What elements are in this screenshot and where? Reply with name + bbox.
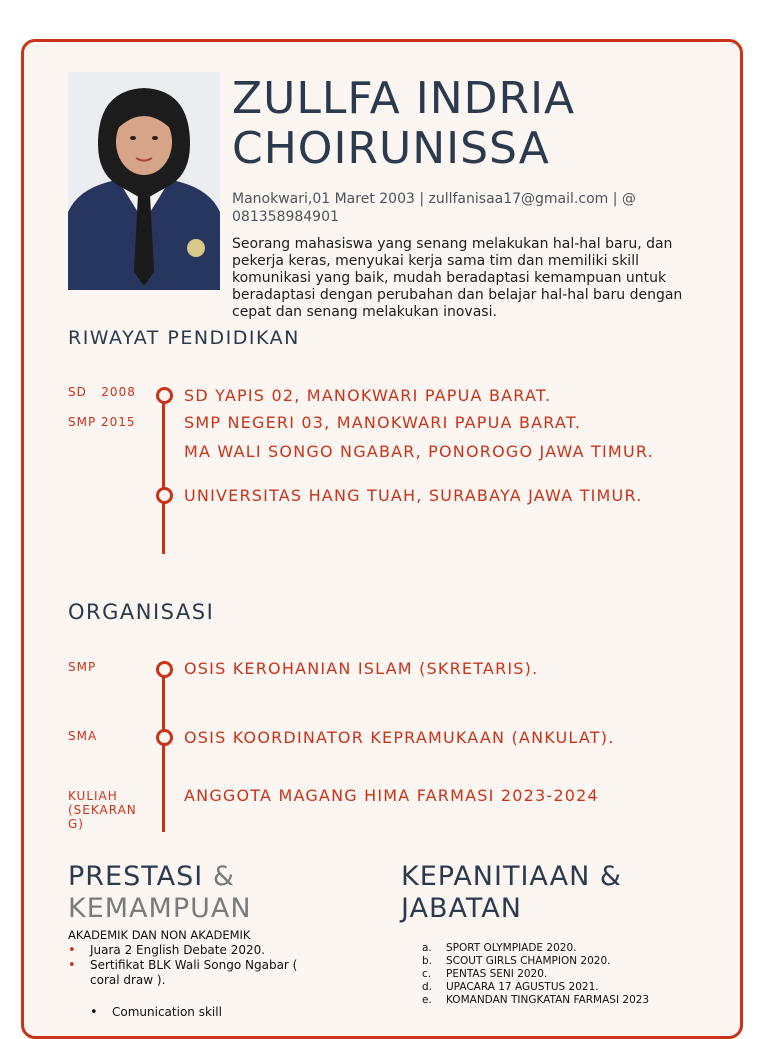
skill-text: Comunication skill [112,1005,222,1019]
committee-title-line-1: KEPANITIAAN & [401,861,622,892]
list-marker: a. [422,942,432,954]
bullet-icon: • [90,1005,98,1020]
organization-entry: OSIS KOORDINATOR KEPRAMUKAAN (ANKULAT). [184,728,615,747]
committee-text: SPORT OLYMPIADE 2020. [446,942,577,954]
timeline-dot [156,661,173,678]
list-marker: b. [422,955,433,967]
profile-photo [68,72,220,290]
education-entry: MA WALI SONGO NGABAR, PONOROGO JAWA TIMUR. [184,442,654,461]
achievement-text: Juara 2 English Debate 2020. [90,943,266,957]
list-item [422,981,742,994]
committee-text: KOMANDAN TINGKATAN FARMASI 2023 [446,994,650,1006]
organization-label: KULIAH (SEKARAN G) [68,789,142,831]
name-line-2: CHOIRUNISSA [232,123,550,174]
committee-text: SCOUT GIRLS CHAMPION 2020. [446,955,611,967]
list-item [422,968,742,981]
bullet-icon: • [68,958,76,973]
skills-list [90,1005,310,1020]
full-name [232,74,732,174]
list-item [422,942,742,955]
organization-label: SMA [68,729,98,743]
education-label-sd: SD 2008 [68,385,136,399]
organization-entry: OSIS KEROHANIAN ISLAM (SKRETARIS). [184,659,539,678]
list-item [90,1005,310,1020]
organization-entry: ANGGOTA MAGANG HIMA FARMASI 2023-2024 [184,786,599,805]
list-item [422,994,742,1007]
committee-list [422,942,742,1007]
organization-label: SMP [68,660,97,674]
list-item [68,958,318,988]
timeline-dot [156,387,173,404]
committee-title-line-2: JABATAN [401,893,522,924]
achievements-title-prestasi: PRESTASI [68,861,204,892]
committee-text: UPACARA 17 AGUSTUS 2021. [446,981,599,993]
achievements-title-ampersand: & [212,861,235,892]
achievements-subtitle: AKADEMIK DAN NON AKADEMIK [68,928,251,942]
organization-timeline-line [162,664,165,832]
achievements-title-kemampuan: KEMAMPUAN [68,893,252,924]
education-timeline-line [162,392,165,554]
profile-summary: Seorang mahasiswa yang senang melakukan hal-hal baru, dan pekerja keras, menyukai kerja sama tim dan memiliki skill komunikasi yang baik, mudah beradaptasi kemampuan untuk beradaptasi dengan perubahan dan belajar hal-hal baru dengan cepat dan senang melakukan inovasi. [232,236,683,320]
organization-title: ORGANISASI [68,600,215,624]
education-entry: UNIVERSITAS HANG TUAH, SURABAYA JAWA TIMUR. [184,486,643,505]
achievements-title [68,861,252,925]
list-marker: d. [422,981,433,993]
achievements-list [68,943,318,988]
list-item [422,955,742,968]
committee-title [401,861,622,925]
education-entry: SMP NEGERI 03, MANOKWARI PAPUA BARAT. [184,413,582,432]
timeline-dot [156,487,173,504]
list-marker: e. [422,994,432,1006]
education-label-smp: SMP 2015 [68,415,136,429]
achievement-text: Sertifikat BLK Wali Songo Ngabar ( coral draw ). [90,958,298,987]
list-marker: c. [422,968,432,980]
contact-info: Manokwari,01 Maret 2003 | zullfanisaa17@gmail.com | @ 081358984901 [232,191,636,225]
timeline-dot [156,729,173,746]
committee-text: PENTAS SENI 2020. [446,968,548,980]
education-entry: SD YAPIS 02, MANOKWARI PAPUA BARAT. [184,386,552,405]
name-line-1: ZULLFA INDRIA [232,73,576,124]
list-item [68,943,318,958]
bullet-icon: • [68,943,76,958]
education-title: RIWAYAT PENDIDIKAN [68,327,300,349]
